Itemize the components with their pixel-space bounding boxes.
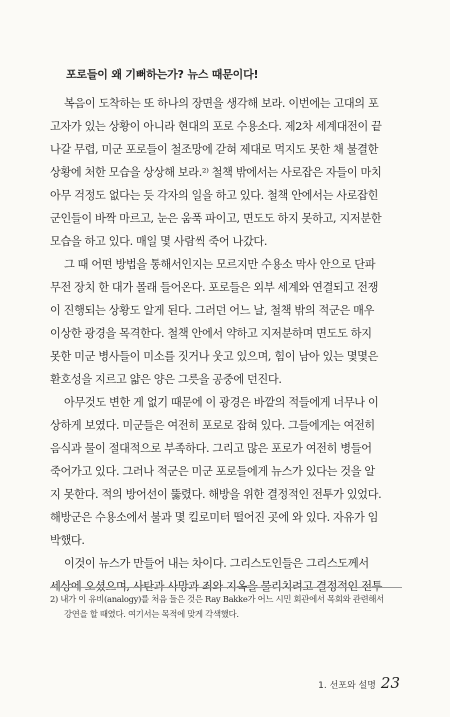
text-line: 나갈 무렵, 미군 포로들이 철조망에 갇혀 제대로 먹지도 못한 채 불결한	[50, 143, 379, 156]
footnote-line: 2) 내가 이 유비(analogy)를 처음 들은 것은 Ray Bakke가 어느 시민 회관에서 목회와 관련해서	[50, 594, 384, 604]
text-line: 음식과 물이 절대적으로 부족하다. 그리고 많은 포로가 여전히 병들어	[50, 442, 372, 455]
body-text	[50, 92, 402, 598]
page-footer	[318, 674, 400, 696]
text-line: 못한 미군 병사들이 미소를 짓거나 웃고 있으며, 힘이 남아 있는 몇몇은	[50, 350, 379, 363]
text-line: 고자가 있는 상황이 아니라 현대의 포로 수용소다. 제2차 세계대전이 끝	[50, 120, 382, 133]
text-line: 이상한 광경을 목격한다. 철책 안에서 약하고 지저분하며 면도도 하지	[50, 327, 372, 340]
text-line: 지 못한다. 적의 방어선이 뚫렸다. 해방을 위한 결정적인 전투가 있었다.	[50, 488, 382, 501]
text-line: 그 때 어떤 방법을 통해서인지는 모르지만 수용소 막사 안으로 단파	[64, 258, 376, 271]
text-line: 아무것도 변한 게 없기 때문에 이 광경은 바깥의 적들에게 너무나 이	[64, 396, 379, 409]
text-line: 박했다.	[50, 534, 85, 547]
text-line: 아무 걱정도 없다는 듯 각자의 일을 하고 있다. 철책 안에서는 사로잡힌	[50, 189, 379, 202]
text-line: 세상에 오셨으며, 사탄과 사망과 죄와 지옥을 물리치려고 결정적인 전투	[50, 580, 383, 593]
text-line: 상하게 보였다. 미군들은 여전히 포로로 잡혀 있다. 그들에게는 여전히	[50, 419, 375, 432]
paragraph	[50, 253, 402, 391]
footnote-divider	[50, 587, 402, 588]
text-line: 군인들이 바짝 마르고, 눈은 움푹 파이고, 면도도 하지 못하고, 지저분한	[50, 212, 382, 225]
paragraph	[50, 92, 402, 253]
text-line: 무전 장치 한 대가 몰래 들어온다. 포로들은 외부 세계와 연결되고 전쟁	[50, 281, 379, 294]
section-heading: 포로들이 왜 기뻐하는가? 뉴스 때문이다!	[66, 68, 259, 81]
footnote-line: 강연을 할 때였다. 여기서는 목적에 맞게 각색했다.	[64, 609, 239, 619]
text-line: 이 진행되는 상황도 알게 된다. 그러던 어느 날, 철책 밖의 적군은 매우	[50, 304, 375, 317]
text-line: 복음이 도착하는 또 하나의 장면을 생각해 보라. 이번에는 고대의 포	[64, 97, 379, 110]
text-line: 해방군은 수용소에서 불과 몇 킬로미터 떨어진 곳에 와 있다. 자유가 임	[50, 511, 379, 524]
text-line: 이것이 뉴스가 만들어 내는 차이다. 그리스도인들은 그리스도께서	[64, 557, 369, 570]
page-number: 23	[380, 674, 400, 692]
text-line: 상황에 처한 모습을 상상해 보라.²⁾ 철책 밖에서는 사로잡은 자들이 마치	[50, 166, 382, 179]
chapter-label: 1. 선포와 설명	[318, 681, 376, 691]
text-line: 모습을 하고 있다. 매일 몇 사람씩 죽어 나갔다.	[50, 235, 268, 248]
text-line: 환호성을 지르고 얇은 양은 그릇을 공중에 던진다.	[50, 373, 282, 386]
text-line: 죽어가고 있다. 그러나 적군은 미군 포로들에게 뉴스가 있다는 것을 알	[50, 465, 375, 478]
footnote	[50, 592, 406, 622]
paragraph	[50, 391, 402, 552]
